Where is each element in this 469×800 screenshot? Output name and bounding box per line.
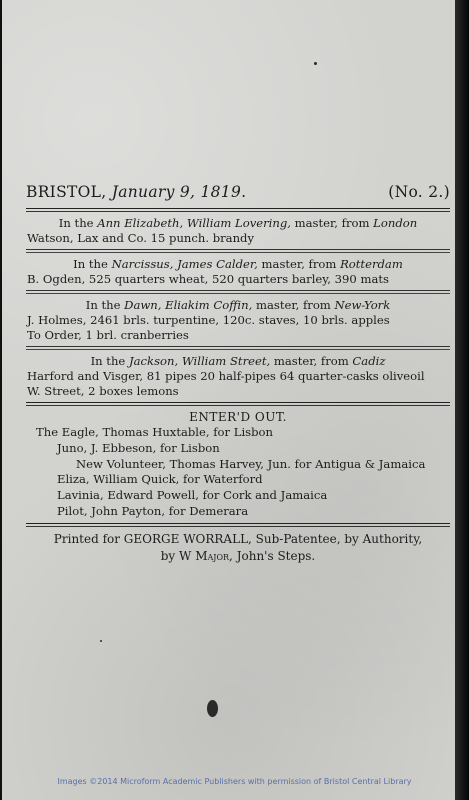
ink-speck <box>100 640 102 642</box>
entry-prefix: In the <box>85 298 121 312</box>
bill-of-entry <box>26 183 450 564</box>
entry-prefix: In the <box>73 257 108 271</box>
ink-speck <box>314 62 317 65</box>
cargo-line: Harford and Visger, 81 pipes 20 half-pipes 64 quarter-casks oliveoil <box>27 369 425 383</box>
master-name: William Lovering, <box>186 216 291 230</box>
entry-mid: master, from <box>273 354 349 368</box>
entry-rule <box>26 249 450 253</box>
imprint-rule <box>26 523 450 527</box>
ship-name: Jackson, <box>128 354 179 368</box>
entry-rule <box>26 402 450 406</box>
master-name: James Calder, <box>177 257 258 271</box>
entry-heading <box>26 257 450 272</box>
ship-name: Ann Elizabeth, <box>97 216 184 230</box>
outbound-ship: The Eagle, Thomas Huxtable, for Lisbon <box>36 425 273 439</box>
paper-sheet <box>2 0 457 800</box>
masthead <box>26 183 450 205</box>
origin-port: New-York <box>334 298 391 312</box>
entry-dawn <box>26 298 450 343</box>
imprint-line-2 <box>26 548 450 564</box>
master-name: William Street, <box>181 354 271 368</box>
entry-rule <box>26 290 450 294</box>
imprint-printer: Major, <box>195 548 233 563</box>
entry-mid: master, from <box>294 216 370 230</box>
entry-prefix: In the <box>90 354 126 368</box>
ink-blot <box>207 700 218 717</box>
masthead-place: BRISTOL, <box>26 183 107 201</box>
entry-rule <box>26 346 450 350</box>
masthead-dateline <box>26 183 246 201</box>
ship-name: Narcissus, <box>111 257 174 271</box>
outbound-ship: Lavinia, Edward Powell, for Cork and Jamaica <box>57 488 328 503</box>
imprint-line: Printed for GEORGE WORRALL, Sub-Patentee, by Authority, <box>53 531 423 546</box>
entry-mid: master, from <box>255 298 331 312</box>
origin-port: Rotterdam <box>340 257 403 271</box>
page-edge-shadow <box>455 0 469 800</box>
masthead-number: (No. 2.) <box>388 183 450 201</box>
outbound-ship: Eliza, William Quick, for Waterford <box>57 472 263 487</box>
cargo-line: B. Ogden, 525 quarters wheat, 520 quarters barley, 390 mats <box>27 272 389 286</box>
master-name: Eliakim Coffin, <box>165 298 253 312</box>
cargo-line: W. Street, 2 boxes lemons <box>27 384 179 398</box>
entry-mid: master, from <box>261 257 337 271</box>
ship-name: Dawn, <box>124 298 162 312</box>
outbound-ship: New Volunteer, Thomas Harvey, Jun. for Antigua & Jamaica <box>76 456 426 471</box>
origin-port: London <box>373 216 418 230</box>
cargo-line: J. Holmes, 2461 brls. turpentine, 120c. staves, 10 brls. apples <box>27 313 390 327</box>
entry-prefix: In the <box>58 216 94 230</box>
entry-jackson <box>26 354 450 399</box>
cargo-line: Watson, Lax and Co. 15 punch. brandy <box>27 231 255 245</box>
entry-ann-elizabeth <box>26 216 450 246</box>
imprint-address: John's Steps. <box>236 548 316 563</box>
entry-heading <box>26 298 450 313</box>
origin-port: Cadiz <box>352 354 386 368</box>
masthead-rule <box>26 208 450 212</box>
image-credit: Images ©2014 Microform Academic Publishers with permission of Bristol Central Library <box>57 777 412 786</box>
imprint-by: by W <box>160 548 192 563</box>
entry-heading <box>26 354 450 369</box>
entry-heading <box>26 216 450 231</box>
entry-narcissus <box>26 257 450 287</box>
cargo-line: To Order, 1 brl. cranberries <box>27 328 189 342</box>
masthead-date: January 9, 1819. <box>111 183 247 201</box>
outbound-ship: Pilot, John Payton, for Demerara <box>57 503 249 518</box>
outbound-ship: Juno, J. Ebbeson, for Lisbon <box>57 440 220 455</box>
entered-out-title: ENTER'D OUT. <box>189 410 287 424</box>
